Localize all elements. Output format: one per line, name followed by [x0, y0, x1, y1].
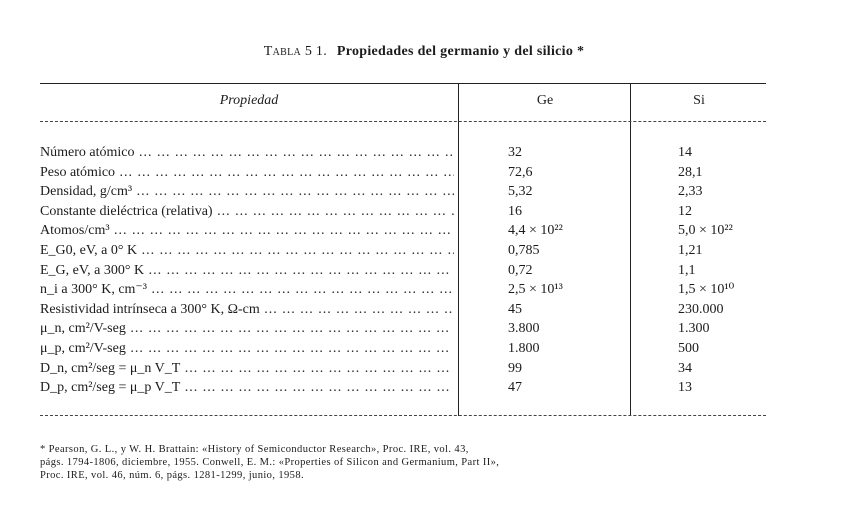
row-si-value: 1,21: [678, 242, 703, 258]
row-si-value: 34: [678, 360, 692, 376]
row-ge-value: 16: [508, 203, 522, 219]
row-property: Densidad, g/cm³ ... .: [40, 182, 454, 201]
row-property: Atomos/cm³ ... .: [40, 221, 454, 240]
row-ge-value: 5,32: [508, 184, 533, 200]
row-si-value: 1.300: [678, 321, 710, 337]
row-property: Número atómico ... .: [40, 143, 454, 162]
header-property: Propiedad: [219, 93, 279, 108]
table-row: [40, 319, 766, 339]
table-row: [40, 300, 766, 320]
row-ge-value: 1.800: [508, 340, 540, 356]
table-body: [40, 143, 766, 398]
table-row: [40, 143, 766, 163]
footnote-line: págs. 1794-1806, diciembre, 1955. Conwell, E. M.: «Properties of Silicon and Germanium, Part II»,: [40, 457, 500, 468]
row-ge-value: 0,72: [508, 262, 533, 278]
row-property: n_i a 300° K, cm⁻³ ... .: [40, 280, 454, 299]
row-ge-value: 47: [508, 380, 522, 396]
row-si-value: 14: [678, 145, 692, 160]
row-property: Constante dieléctrica (relativa) ... .: [40, 202, 454, 221]
table-row: [40, 241, 766, 261]
row-property: E_G0, eV, a 0° K ... .: [40, 241, 454, 260]
table-row: [40, 221, 766, 241]
row-property: Resistividad intrínseca a 300° K, Ω-cm ... .: [40, 300, 454, 319]
table-row: [40, 163, 766, 183]
table-title: Propiedades del germanio y del silicio *: [336, 44, 585, 59]
row-ge-value: 2,5 × 10¹³: [508, 282, 563, 298]
row-property: Peso atómico ... .: [40, 163, 454, 182]
row-si-value: 230.000: [678, 301, 724, 317]
row-ge-value: 99: [508, 360, 522, 376]
footnote-line: * Pearson, G. L., y W. H. Brattain: «History of Semiconductor Research», Proc. IRE, vol. 43,: [40, 444, 469, 455]
row-si-value: 1,5 × 10¹⁰: [678, 282, 735, 298]
row-ge-value: 3.800: [508, 321, 540, 337]
table-caption: [0, 44, 848, 60]
table-row: [40, 202, 766, 222]
table-row: [40, 280, 766, 300]
header-si: Si: [693, 93, 705, 108]
header-rule: [40, 121, 766, 122]
row-si-value: 28,1: [678, 164, 703, 180]
footnote-line: Proc. IRE, vol. 46, núm. 6, págs. 1281-1299, junio, 1958.: [40, 470, 304, 481]
table-label: Tabla 5 1.: [263, 44, 328, 59]
table-row: [40, 359, 766, 379]
row-property: D_n, cm²/seg = μ_n V_T ... .: [40, 359, 454, 378]
row-si-value: 5,0 × 10²²: [678, 223, 733, 239]
row-property: E_G, eV, a 300° K ... .: [40, 261, 454, 280]
row-ge-value: 45: [508, 301, 522, 317]
table-row: [40, 182, 766, 202]
row-property: μ_p, cm²/V-seg ... .: [40, 339, 454, 358]
header-ge: Ge: [536, 93, 554, 108]
row-si-value: 1,1: [678, 262, 696, 278]
row-ge-value: 4,4 × 10²²: [508, 223, 563, 239]
row-si-value: 500: [678, 340, 699, 356]
row-si-value: 13: [678, 380, 692, 396]
row-ge-value: 72,6: [508, 164, 533, 180]
row-ge-value: 0,785: [508, 242, 540, 258]
bottom-rule: [40, 415, 766, 416]
row-si-value: 12: [678, 203, 692, 219]
row-property: μ_n, cm²/V-seg ... .: [40, 319, 454, 338]
table-row: [40, 339, 766, 359]
table-row: [40, 261, 766, 281]
top-rule: [40, 83, 766, 84]
row-property: D_p, cm²/seg = μ_p V_T ... .: [40, 378, 454, 397]
row-si-value: 2,33: [678, 184, 703, 200]
table-row: [40, 378, 766, 398]
footnote: [40, 443, 780, 482]
row-ge-value: 32: [508, 145, 522, 160]
